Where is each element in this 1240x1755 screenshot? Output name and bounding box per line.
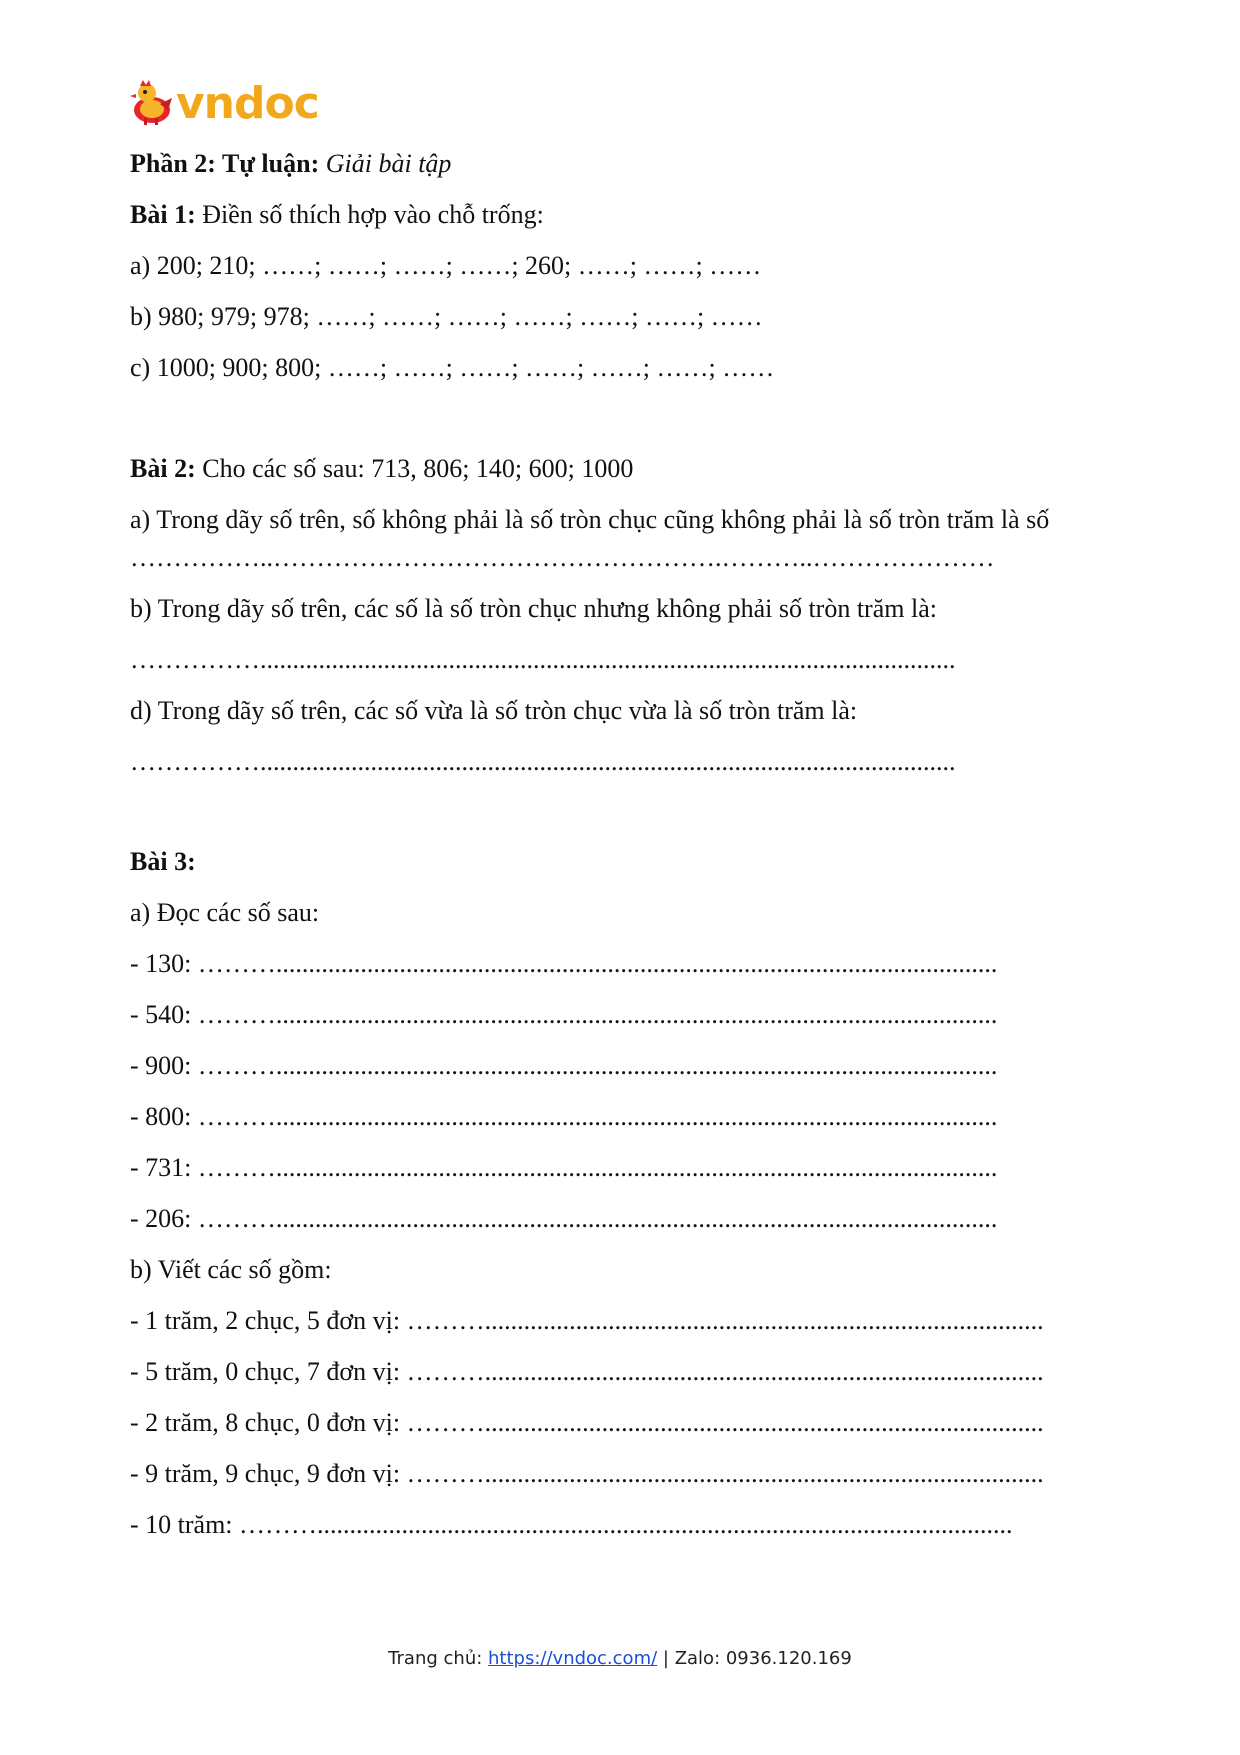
bai1-b: b) 980; 979; 978; ……; ……; ……; ……; ……; ……; …… <box>130 302 763 331</box>
section-heading-subtitle: Giải bài tập <box>325 149 452 178</box>
chicken-mascot-icon <box>130 80 174 126</box>
bai3-title <box>130 836 1110 887</box>
bai2-prompt: Cho các số sau: 713, 806; 140; 600; 1000 <box>202 454 634 483</box>
vndoc-logo[interactable] <box>130 78 319 128</box>
bai3-write-item: - 10 trăm: ………........................................................................................................... <box>130 1510 1013 1539</box>
bai2-b-answer: ……………........................................................................................................... <box>130 645 956 674</box>
bai2-d-answer: ……………........................................................................................................... <box>130 747 956 776</box>
spacer <box>130 393 1110 443</box>
bai2-d: d) Trong dãy số trên, các số vừa là số tròn chục vừa là số tròn trăm là: <box>130 696 858 725</box>
bai3-read-item: - 130: ………............................................................................................................... <box>130 949 998 978</box>
bai1-prompt: Điền số thích hợp vào chỗ trống: <box>202 200 544 229</box>
bai2-title <box>130 443 1110 494</box>
bai2-a: a) Trong dãy số trên, số không phải là số tròn chục cũng không phải là số tròn trăm là số ……………..…………………………………………….………..………………… <box>130 505 1050 572</box>
bai2-b: b) Trong dãy số trên, các số là số tròn chục nhưng không phải số tròn trăm là: <box>130 594 937 623</box>
section-heading <box>130 138 1110 189</box>
bai3-write-item: - 9 trăm, 9 chục, 9 đơn vị: ………...................................................................................... <box>130 1459 1044 1488</box>
bai1-a: a) 200; 210; ……; ……; ……; ……; 260; ……; ……; …… <box>130 251 762 280</box>
footer-separator: | <box>657 1648 675 1669</box>
bai3-label: Bài 3: <box>130 847 196 876</box>
bai3-read-item: - 540: ………............................................................................................................... <box>130 1000 998 1029</box>
footer-label: Trang chủ: <box>388 1648 489 1669</box>
page-footer <box>0 1648 1240 1669</box>
logo-text: vndoc <box>176 78 319 129</box>
footer-zalo: Zalo: 0936.120.169 <box>674 1648 852 1669</box>
section-heading-label: Phần 2: Tự luận: <box>130 149 320 178</box>
bai2-label: Bài 2: <box>130 454 196 483</box>
bai1-label: Bài 1: <box>130 200 196 229</box>
spacer <box>130 787 1110 836</box>
bai3-read-item: - 800: ………............................................................................................................... <box>130 1102 998 1131</box>
bai3-b-prompt: b) Viết các số gồm: <box>130 1255 332 1284</box>
bai1-title <box>130 189 1110 240</box>
bai3-read-item: - 206: ………............................................................................................................... <box>130 1204 998 1233</box>
bai3-write-item: - 2 trăm, 8 chục, 0 đơn vị: ………...................................................................................... <box>130 1408 1044 1437</box>
bai3-write-item: - 1 trăm, 2 chục, 5 đơn vị: ………...................................................................................... <box>130 1306 1044 1335</box>
bai3-a-prompt: a) Đọc các số sau: <box>130 898 320 927</box>
worksheet-content <box>130 138 1110 1550</box>
bai3-read-item: - 900: ………............................................................................................................... <box>130 1051 998 1080</box>
bai1-c: c) 1000; 900; 800; ……; ……; ……; ……; ……; ……; …… <box>130 353 775 382</box>
bai3-write-item: - 5 trăm, 0 chục, 7 đơn vị: ………...................................................................................... <box>130 1357 1044 1386</box>
footer-homepage-link[interactable]: https://vndoc.com/ <box>488 1648 658 1669</box>
bai3-read-item: - 731: ………............................................................................................................... <box>130 1153 998 1182</box>
